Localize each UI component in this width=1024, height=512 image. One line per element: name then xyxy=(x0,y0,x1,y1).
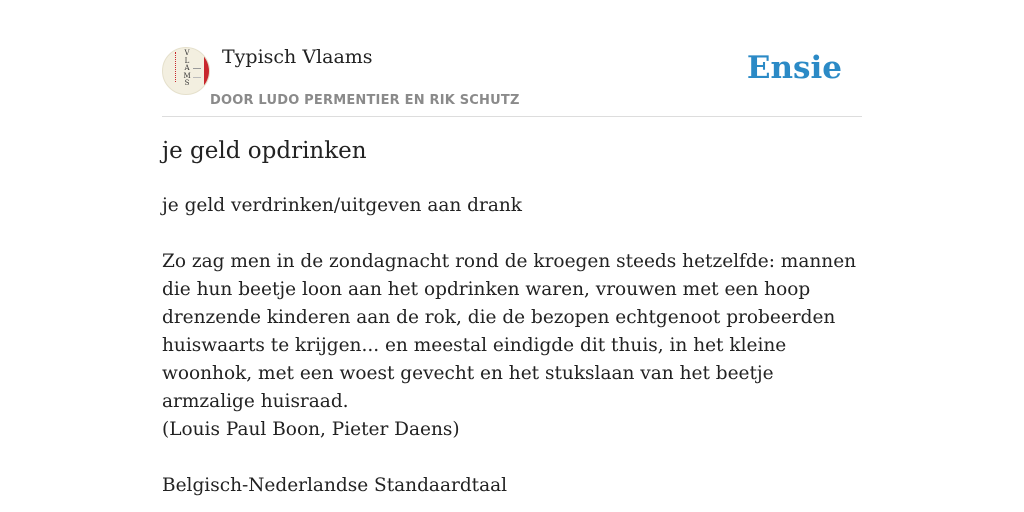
cover-fine-print xyxy=(193,68,201,78)
entry-category: Belgisch-Nederlandse Standaardtaal xyxy=(162,475,508,496)
entry-headword: je geld opdrinken xyxy=(162,138,367,164)
brand-logo[interactable]: Ensie xyxy=(746,50,842,86)
entry-quote: Zo zag men in de zondagnacht rond de kroegen steeds hetzelfde: mannen die hun beetje loon aan het opdrinken waren, vrouwen met een hoop drenzende kinderen aan de rok, die de bezopen echtgenoot probeerden huiswaarts te krijgen... en meestal eindigde dit thuis, in het kleine woonhok, met een woest gevecht en het stukslaan van het beetje armzalige huisraad. xyxy=(162,251,857,412)
book-title[interactable]: Typisch Vlaams xyxy=(222,46,373,68)
entry-body xyxy=(162,192,862,500)
book-authors: DOOR LUDO PERMENTIER EN RIK SCHUTZ xyxy=(210,93,520,108)
cover-letter-text: VLAMS xyxy=(183,49,191,87)
spacer xyxy=(162,220,862,248)
book-cover-icon[interactable] xyxy=(162,47,210,95)
spacer xyxy=(162,444,862,472)
card-header xyxy=(162,0,862,117)
cover-letters xyxy=(180,50,194,88)
entry-definition: je geld verdrinken/uitgeven aan drank xyxy=(162,195,523,216)
cover-decoration xyxy=(175,52,178,82)
entry-source: (Louis Paul Boon, Pieter Daens) xyxy=(162,419,460,440)
entry-card xyxy=(162,0,862,496)
cover-red-bar xyxy=(204,56,209,90)
